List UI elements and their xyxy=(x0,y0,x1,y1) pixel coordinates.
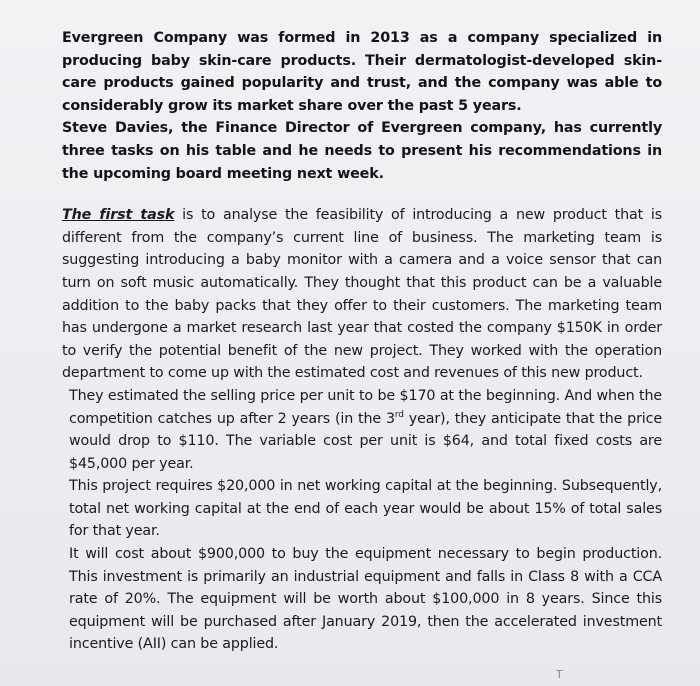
intro-paragraph-finance-director: Steve Davies, the Finance Director of Evergreen company, has currently three tasks on his table and he needs to present his recommendations in the upcoming board meeting next week. xyxy=(62,120,662,182)
first-task-paragraph xyxy=(62,204,662,385)
text-cursor-icon: T xyxy=(556,668,563,681)
pricing-text-end: year), they anticipate that the price would drop to $110. The variable cost per unit is $64, and total fixed costs are $45,000 per year. xyxy=(69,410,662,472)
working-capital-paragraph: This project requires $20,000 in net working capital at the beginning. Subsequently, total net working capital at the end of each year would be about 15% of total sales for that year. xyxy=(69,478,662,540)
paragraph-spacer xyxy=(62,185,662,204)
first-task-label: The first task xyxy=(62,207,175,224)
pricing-paragraph xyxy=(62,385,662,475)
case-study-text xyxy=(62,27,662,656)
pricing-text-start: They estimated the selling price per unit to be $170 at the beginning. And when the competition catches up after 2 years (in the 3 xyxy=(69,387,662,427)
ordinal-superscript: rd xyxy=(394,409,404,420)
equipment-paragraph: It will cost about $900,000 to buy the equipment necessary to begin production. This investment is primarily an industrial equipment and falls in Class 8 with a CCA rate of 20%. The equipment will be worth about $100,000 in 8 years. Since this equipment will be purchased after January 2019, then the accelerated investment incentive (AII) can be applied. xyxy=(69,546,662,653)
first-task-description: is to analyse the feasibility of introducing a new product that is different from the company’s current line of business. The marketing team is suggesting introducing a baby monitor with a camera and a voice sensor that can turn on soft music automatically. They thought that this product can be a valuable addition to the baby packs that they offer to their customers. The marketing team has undergone a market research last year that costed the company $150K in order to verify the potential benefit of the new project. They worked with the operation department to come up with the estimated cost and revenues of this new product. xyxy=(62,207,662,382)
intro-paragraph-company: Evergreen Company was formed in 2013 as a company specialized in producing baby skin-care products. Their dermatologist-developed skin-care products gained popularity and trust, and the company was able to considerably grow its market share over the past 5 years. xyxy=(62,30,662,114)
